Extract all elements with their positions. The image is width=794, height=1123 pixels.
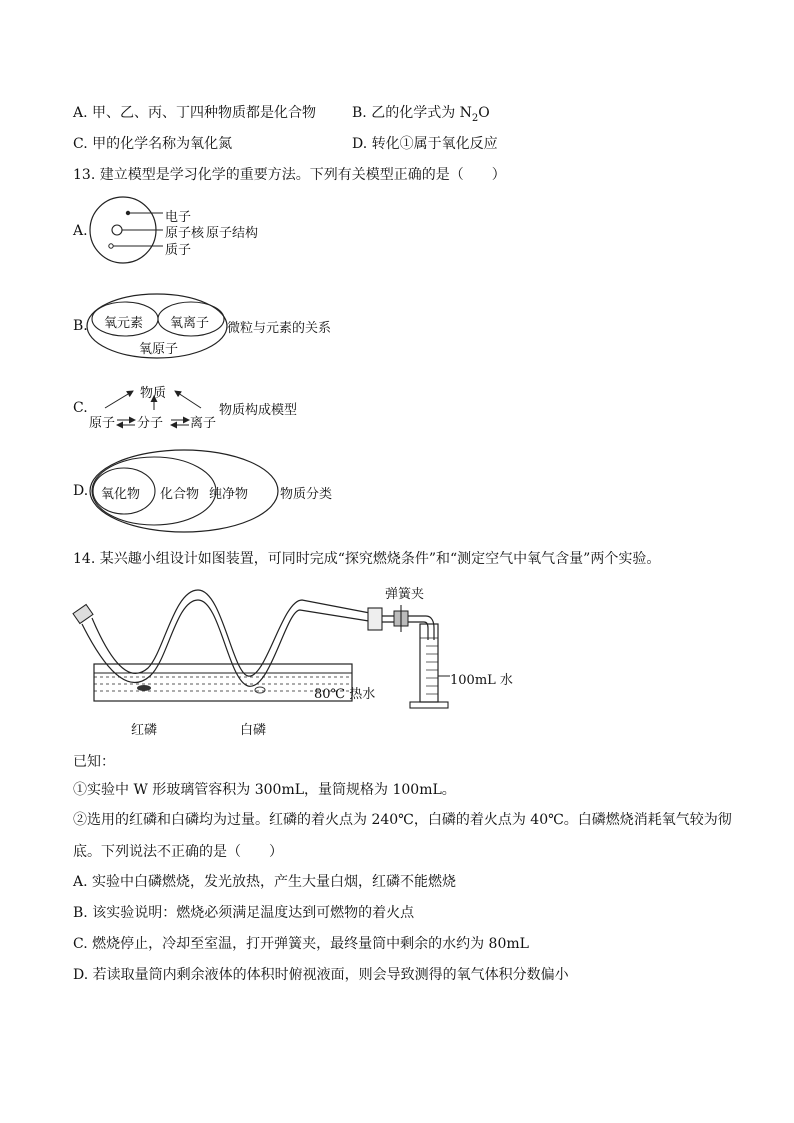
q12-option-b-subscript: 2 [471, 112, 479, 124]
q13-a-caption: 原子结构 [206, 226, 259, 241]
q12-option-b [352, 104, 490, 128]
q14-white-phosphorus-label: 白磷 [240, 723, 267, 738]
q13-d-oxide: 氧化物 [101, 487, 141, 502]
q13-b-caption: 微粒与元素的关系 [227, 321, 332, 336]
q13-a-letter: A. [73, 223, 88, 239]
q14-option-a: A. 实验中白磷燃烧，发光放热，产生大量白烟，红磷不能燃烧 [73, 874, 457, 890]
q13-c-ion: 离子 [190, 416, 217, 431]
q13-d-pure-substance: 纯净物 [209, 487, 249, 502]
q14-stem: 14. 某兴趣小组设计如图装置，可同时完成“探究燃烧条件”和“测定空气中氧气含量”两个实验。 [73, 551, 661, 567]
q13-c-caption: 物质构成模型 [219, 403, 298, 418]
q14-water-volume-label: 100mL 水 [450, 673, 513, 688]
q13-d-caption: 物质分类 [280, 487, 333, 502]
q13-a-nucleus-label: 原子核 [165, 226, 205, 241]
q14-clamp-label: 弹簧夹 [385, 587, 425, 602]
q13-stem: 13. 建立模型是学习化学的重要方法。下列有关模型正确的是（ ） [73, 167, 506, 183]
q14-option-d: D. 若读取量筒内剩余液体的体积时俯视液面，则会导致测得的氧气体积分数偏小 [73, 967, 569, 983]
q14-known-1: ①实验中 W 形玻璃管容积为 300mL，量筒规格为 100mL。 [73, 782, 456, 798]
q12-option-d: D. 转化①属于氧化反应 [352, 136, 498, 152]
q14-red-phosphorus-label: 红磷 [131, 723, 158, 738]
atom-model-diagram [85, 196, 175, 266]
q13-d-compound: 化合物 [160, 487, 200, 502]
q13-c-molecule: 分子 [137, 416, 164, 431]
q13-b-oxygen-element: 氧元素 [104, 316, 144, 331]
q13-c-atom: 原子 [89, 416, 116, 431]
q13-a-electron-label: 电子 [165, 210, 192, 225]
q14-known-2b: 底。下列说法不正确的是（ ） [73, 844, 283, 860]
q14-known-2a: ②选用的红磷和白磷均为过量。红磷的着火点为 240℃，白磷的着火点为 40℃。白磷燃烧消耗氧气较为彻 [73, 812, 732, 828]
q12-option-a: A. 甲、乙、丙、丁四种物质都是化合物 [73, 105, 317, 121]
w-tube-apparatus-diagram [70, 580, 530, 740]
q13-c-letter: C. [73, 400, 88, 416]
q13-c-matter: 物质 [140, 386, 167, 401]
q13-b-oxygen-atom: 氧原子 [139, 342, 179, 357]
q13-a-proton-label: 质子 [165, 243, 192, 258]
q14-hot-water-label: 80℃ 热水 [314, 687, 376, 702]
q14-known-heading: 已知： [73, 754, 115, 770]
q14-option-c: C. 燃烧停止，冷却至室温，打开弹簧夹，最终量筒中剩余的水约为 80mL [73, 936, 529, 952]
q13-d-letter: D. [73, 483, 89, 499]
q12-option-b-text-end: O [478, 105, 490, 121]
q13-b-oxygen-ion: 氧离子 [170, 316, 210, 331]
q12-option-b-text: B. 乙的化学式为 N [352, 105, 472, 121]
q14-option-b: B. 该实验说明：燃烧必须满足温度达到可燃物的着火点 [73, 905, 415, 921]
q13-b-letter: B. [73, 318, 88, 334]
q12-option-c: C. 甲的化学名称为氧化氮 [73, 136, 233, 152]
